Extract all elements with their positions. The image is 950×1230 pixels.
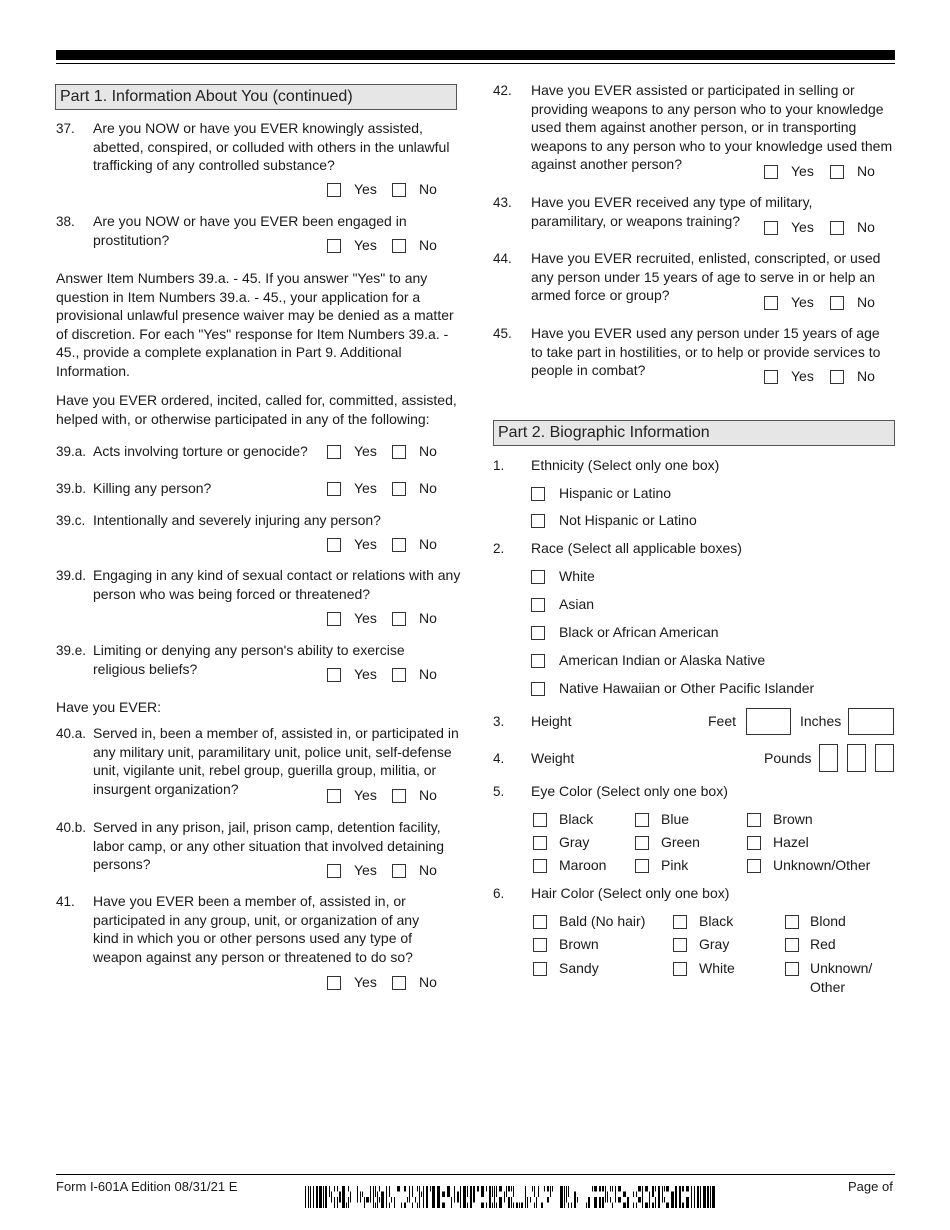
q43-number: 43. xyxy=(493,195,512,210)
q42-no-label: No xyxy=(857,163,875,179)
q40b-yes-checkbox[interactable] xyxy=(327,864,341,878)
weight-digit-2-input[interactable] xyxy=(847,744,866,772)
height-number: 3. xyxy=(493,714,505,729)
q44-text: Have you EVER recruited, enlisted, conscripted, or used any person under 15 years of age to serve in or help an armed force or group? xyxy=(531,250,881,303)
q38-number: 38. xyxy=(56,214,75,229)
q40-intro: Have you EVER: xyxy=(56,699,162,715)
eye-hazel-checkbox[interactable] xyxy=(747,836,761,850)
q40b-yes-label: Yes xyxy=(354,862,377,878)
race-asian-checkbox[interactable] xyxy=(531,598,545,612)
race-number: 2. xyxy=(493,541,505,556)
q39-intro: Have you EVER ordered, incited, called for, committed, assisted, helped with, or otherwise participated in any of the following: xyxy=(56,392,457,427)
q39a-number: 39.a. xyxy=(56,444,87,459)
race-pacific-islander-label: Native Hawaiian or Other Pacific Islander xyxy=(559,680,815,696)
q43-no-label: No xyxy=(857,219,875,235)
ethnicity-hispanic-label: Hispanic or Latino xyxy=(559,485,672,501)
q39b-yes-label: Yes xyxy=(354,480,377,496)
q40b-text: Served in any prison, jail, prison camp, detention facility, labor camp, or any other situation that involved detaining persons? xyxy=(93,819,444,872)
q45-yes-label: Yes xyxy=(791,368,814,384)
ethnicity-hispanic-checkbox[interactable] xyxy=(531,487,545,501)
race-pacific-islander-checkbox[interactable] xyxy=(531,682,545,696)
q44-yes-checkbox[interactable] xyxy=(764,296,778,310)
weight-digit-3-input[interactable] xyxy=(875,744,894,772)
q45-number: 45. xyxy=(493,326,512,341)
q39d-text: Engaging in any kind of sexual contact or relations with any person who was being forced or threatened? xyxy=(93,567,461,602)
hair-red-label: Red xyxy=(810,936,836,952)
q37-no-checkbox[interactable] xyxy=(392,183,406,197)
weight-label: Weight xyxy=(531,750,575,766)
weight-digit-1-input[interactable] xyxy=(819,744,838,772)
q40a-text: Served in, been a member of, assisted in, or participated in any military unit, paramilitary unit, police unit, self-defense unit, vigilante unit, rebel group, guerilla group, militia, or insurgent organization? xyxy=(93,725,459,797)
eye-black-checkbox[interactable] xyxy=(533,813,547,827)
q39e-yes-label: Yes xyxy=(354,666,377,682)
q41-text: Have you EVER been a member of, assisted in, or participated in any group, unit, or organization of any kind in which you or other persons used any type of weapon against any person or threatened to do so? xyxy=(93,893,420,965)
q37-yes-label: Yes xyxy=(354,181,377,197)
q38-yes-label: Yes xyxy=(354,237,377,253)
form-edition-label: Form I-601A Edition 08/31/21 E xyxy=(56,1179,238,1194)
q39e-no-checkbox[interactable] xyxy=(392,668,406,682)
q39e-number: 39.e. xyxy=(56,643,87,658)
hair-blond-checkbox[interactable] xyxy=(785,915,799,929)
q39b-no-label: No xyxy=(419,480,437,496)
eye-unknown-checkbox[interactable] xyxy=(747,859,761,873)
q41-yes-label: Yes xyxy=(354,974,377,990)
q39a-no-checkbox[interactable] xyxy=(392,445,406,459)
hair-color-number: 6. xyxy=(493,886,505,901)
race-black-checkbox[interactable] xyxy=(531,626,545,640)
q45-no-label: No xyxy=(857,368,875,384)
hair-unknown-checkbox[interactable] xyxy=(785,962,799,976)
q39b-number: 39.b. xyxy=(56,481,87,496)
q42-yes-label: Yes xyxy=(791,163,814,179)
q39d-yes-label: Yes xyxy=(354,610,377,626)
q43-text: Have you EVER received any type of military, paramilitary, or weapons training? xyxy=(531,194,813,229)
q42-number: 42. xyxy=(493,83,512,98)
hair-black-label: Black xyxy=(699,913,734,929)
q39d-no-checkbox[interactable] xyxy=(392,612,406,626)
q39b-yes-checkbox[interactable] xyxy=(327,482,341,496)
ethnicity-not-hispanic-checkbox[interactable] xyxy=(531,514,545,528)
q39d-no-label: No xyxy=(419,610,437,626)
q39c-no-checkbox[interactable] xyxy=(392,538,406,552)
q39b-no-checkbox[interactable] xyxy=(392,482,406,496)
q42-no-checkbox[interactable] xyxy=(830,165,844,179)
hair-sandy-checkbox[interactable] xyxy=(533,962,547,976)
eye-pink-checkbox[interactable] xyxy=(635,859,649,873)
barcode-image xyxy=(305,1186,715,1208)
q39d-number: 39.d. xyxy=(56,568,87,583)
q39d-yes-checkbox[interactable] xyxy=(327,612,341,626)
q40a-no-label: No xyxy=(419,787,437,803)
top-rule-thin xyxy=(56,63,895,64)
height-inches-label: Inches xyxy=(800,713,842,729)
q40b-number: 40.b. xyxy=(56,820,87,835)
hair-bald-label: Bald (No hair) xyxy=(559,913,646,929)
height-feet-label: Feet xyxy=(708,713,737,729)
race-american-indian-label: American Indian or Alaska Native xyxy=(559,652,766,668)
hair-color-label: Hair Color (Select only one box) xyxy=(531,885,730,901)
q44-yes-label: Yes xyxy=(791,294,814,310)
q40a-yes-checkbox[interactable] xyxy=(327,789,341,803)
race-label: Race (Select all applicable boxes) xyxy=(531,540,742,556)
q43-no-checkbox[interactable] xyxy=(830,221,844,235)
hair-gray-label: Gray xyxy=(699,936,730,952)
q39a-yes-label: Yes xyxy=(354,443,377,459)
q39a-yes-checkbox[interactable] xyxy=(327,445,341,459)
q39c-no-label: No xyxy=(419,536,437,552)
height-label: Height xyxy=(531,713,572,729)
ethnicity-label: Ethnicity (Select only one box) xyxy=(531,457,720,473)
q37-yes-checkbox[interactable] xyxy=(327,183,341,197)
q38-no-checkbox[interactable] xyxy=(392,239,406,253)
q44-no-checkbox[interactable] xyxy=(830,296,844,310)
q40a-no-checkbox[interactable] xyxy=(392,789,406,803)
eye-pink-label: Pink xyxy=(661,857,689,873)
q37-no-label: No xyxy=(419,181,437,197)
part2-header: Part 2. Biographic Information xyxy=(493,420,895,446)
q44-no-label: No xyxy=(857,294,875,310)
q39b-text: Killing any person? xyxy=(93,480,212,496)
race-american-indian-checkbox[interactable] xyxy=(531,654,545,668)
hair-bald-checkbox[interactable] xyxy=(533,915,547,929)
ethnicity-not-hispanic-label: Not Hispanic or Latino xyxy=(559,512,697,528)
hair-red-checkbox[interactable] xyxy=(785,938,799,952)
part1-header: Part 1. Information About You (continued) xyxy=(55,84,457,110)
eye-blue-label: Blue xyxy=(661,811,690,827)
q41-number: 41. xyxy=(56,894,75,909)
q43-yes-checkbox[interactable] xyxy=(764,221,778,235)
q39a-no-label: No xyxy=(419,443,437,459)
q40a-number: 40.a. xyxy=(56,726,87,741)
q39a-text: Acts involving torture or genocide? xyxy=(93,443,308,459)
eye-green-checkbox[interactable] xyxy=(635,836,649,850)
eye-brown-label: Brown xyxy=(773,811,813,827)
page-number-label: Page of xyxy=(848,1179,893,1194)
q39c-text: Intentionally and severely injuring any person? xyxy=(93,512,381,528)
eye-maroon-checkbox[interactable] xyxy=(533,859,547,873)
q39c-number: 39.c. xyxy=(56,513,86,528)
eye-blue-checkbox[interactable] xyxy=(635,813,649,827)
q40b-no-label: No xyxy=(419,862,437,878)
eye-maroon-label: Maroon xyxy=(559,857,607,873)
race-asian-label: Asian xyxy=(559,596,595,612)
eye-green-label: Green xyxy=(661,834,700,850)
hair-white-label: White xyxy=(699,960,735,976)
q45-no-checkbox[interactable] xyxy=(830,370,844,384)
q42-yes-checkbox[interactable] xyxy=(764,165,778,179)
eye-gray-label: Gray xyxy=(559,834,590,850)
q39e-yes-checkbox[interactable] xyxy=(327,668,341,682)
race-black-label: Black or African American xyxy=(559,624,719,640)
weight-number: 4. xyxy=(493,751,505,766)
q38-text: Are you NOW or have you EVER been engaged in prostitution? xyxy=(93,213,407,248)
q37-text: Are you NOW or have you EVER knowingly assisted, abetted, conspired, or colluded with others in the unlawful trafficking of any controlled substance? xyxy=(93,120,450,173)
q38-no-label: No xyxy=(419,237,437,253)
eye-unknown-label: Unknown/Other xyxy=(773,857,871,873)
eye-brown-checkbox[interactable] xyxy=(747,813,761,827)
height-feet-input[interactable] xyxy=(746,708,791,735)
top-rule-thick xyxy=(56,50,895,60)
race-white-label: White xyxy=(559,568,595,584)
q40b-no-checkbox[interactable] xyxy=(392,864,406,878)
q39e-text: Limiting or denying any person's ability to exercise religious beliefs? xyxy=(93,642,405,677)
q42-text: Have you EVER assisted or participated in selling or providing weapons to any person who to your knowledge used them against another person, or in transporting weapons to any person who to your knowledge used them against another person? xyxy=(531,82,893,172)
weight-pounds-label: Pounds xyxy=(764,750,812,766)
footer-rule xyxy=(56,1174,895,1175)
hair-brown-label: Brown xyxy=(559,936,599,952)
height-inches-input[interactable] xyxy=(848,708,894,735)
instructions-paragraph: Answer Item Numbers 39.a. - 45. If you answer "Yes" to any question in Item Numbers 39.a. - 45., your application for a provisional unlawful presence waiver may be denied as a matter of discretion. For each "Yes" response for Item Numbers 39.a. - 45., provide a complete explanation in Part 9. Additional Information. xyxy=(56,270,454,379)
q45-yes-checkbox[interactable] xyxy=(764,370,778,384)
hair-gray-checkbox[interactable] xyxy=(673,938,687,952)
q45-text: Have you EVER used any person under 15 years of age to take part in hostilities, or to help or provide services to people in combat? xyxy=(531,325,881,378)
hair-brown-checkbox[interactable] xyxy=(533,938,547,952)
hair-sandy-label: Sandy xyxy=(559,960,599,976)
eye-color-label: Eye Color (Select only one box) xyxy=(531,783,728,799)
q41-no-label: No xyxy=(419,974,437,990)
q39c-yes-label: Yes xyxy=(354,536,377,552)
q39e-no-label: No xyxy=(419,666,437,682)
eye-color-number: 5. xyxy=(493,784,505,799)
q44-number: 44. xyxy=(493,251,512,266)
q37-number: 37. xyxy=(56,121,75,136)
race-white-checkbox[interactable] xyxy=(531,570,545,584)
q41-no-checkbox[interactable] xyxy=(392,976,406,990)
ethnicity-number: 1. xyxy=(493,458,505,473)
eye-black-label: Black xyxy=(559,811,594,827)
q41-yes-checkbox[interactable] xyxy=(327,976,341,990)
eye-hazel-label: Hazel xyxy=(773,834,809,850)
hair-unknown-label: Unknown/ Other xyxy=(810,960,873,995)
q43-yes-label: Yes xyxy=(791,219,814,235)
hair-white-checkbox[interactable] xyxy=(673,962,687,976)
q38-yes-checkbox[interactable] xyxy=(327,239,341,253)
q40a-yes-label: Yes xyxy=(354,787,377,803)
hair-black-checkbox[interactable] xyxy=(673,915,687,929)
eye-gray-checkbox[interactable] xyxy=(533,836,547,850)
hair-blond-label: Blond xyxy=(810,913,846,929)
q39c-yes-checkbox[interactable] xyxy=(327,538,341,552)
